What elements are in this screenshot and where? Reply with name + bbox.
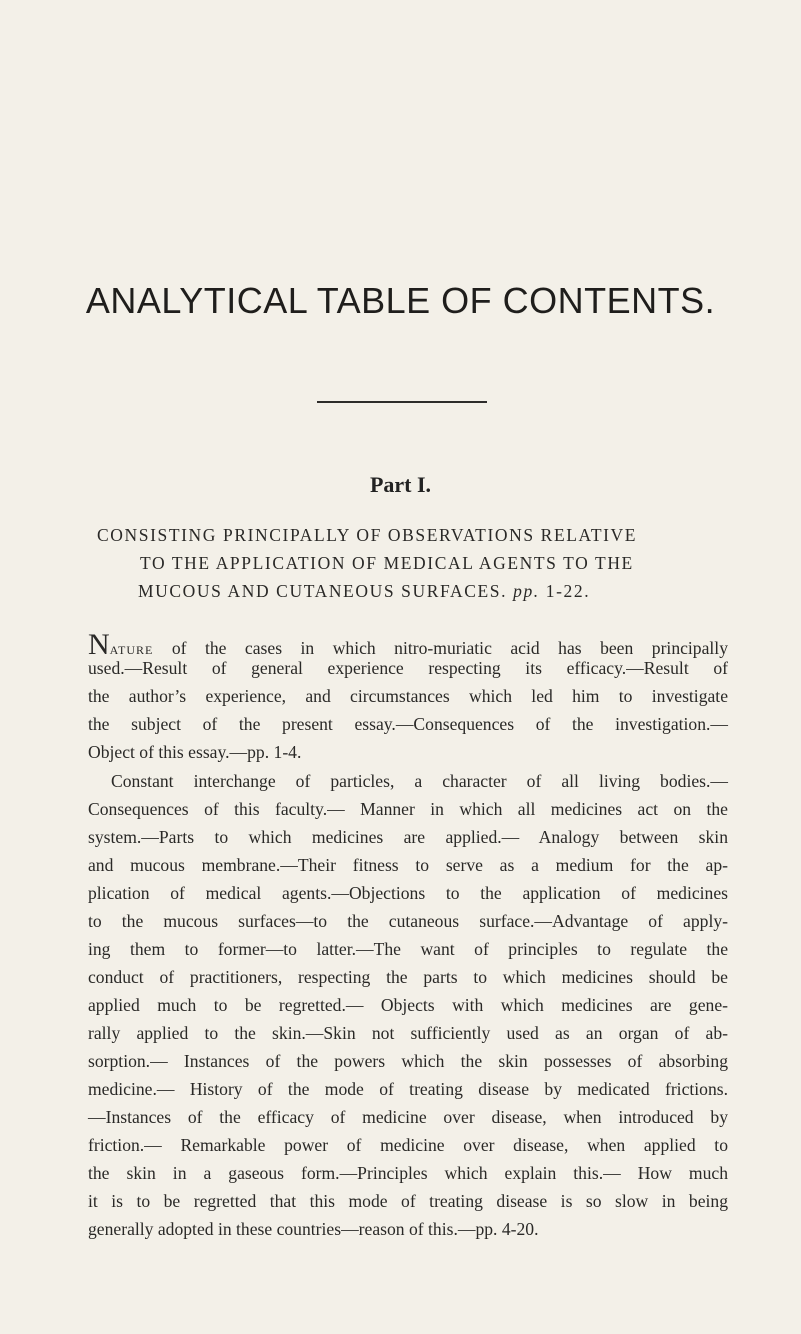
line-text: of the cases in which nitro-muriatic acid has been principally bbox=[153, 638, 728, 658]
paragraph-2-line-16: it is to be regretted that this mode of treating disease is so slow in being bbox=[88, 1191, 728, 1211]
paragraph-2-line-6: to the mucous surfaces—to the cutaneous surface.—Advantage of apply- bbox=[88, 911, 728, 931]
part-heading: Part I. bbox=[369, 472, 432, 497]
paragraph-2-line-2: Consequences of this faculty.— Manner in which all medicines act on the bbox=[88, 799, 728, 819]
small-caps-word: ature bbox=[109, 638, 154, 658]
paragraph-1-line-4: the subject of the present essay.—Consequences of the investigation.— bbox=[88, 714, 728, 734]
paragraph-2-line-9: applied much to be regretted.— Objects with which medicines are gene- bbox=[88, 995, 728, 1015]
title-divider bbox=[317, 401, 487, 403]
paragraph-2-line-7: ing them to former—to latter.—The want of principles to regulate the bbox=[88, 939, 728, 959]
paragraph-2-line-11: sorption.— Instances of the powers which the skin possesses of absorbing bbox=[88, 1051, 728, 1071]
paragraph-1-line-2: used.—Result of general experience respecting its efficacy.—Result of bbox=[88, 658, 728, 678]
paragraph-2-line-3: system.—Parts to which medicines are applied.— Analogy between skin bbox=[88, 827, 728, 847]
part-subtitle-line-1: CONSISTING PRINCIPALLY OF OBSERVATIONS RELATIVE bbox=[97, 525, 638, 545]
paragraph-2-line-12: medicine.— History of the mode of treating disease by medicated frictions. bbox=[88, 1079, 728, 1099]
paragraph-2-line-4: and mucous membrane.—Their fitness to serve as a medium for the ap- bbox=[88, 855, 728, 875]
paragraph-2-line-13: —Instances of the efficacy of medicine over disease, when introduced by bbox=[88, 1107, 728, 1127]
paragraph-2-line-1: Constant interchange of particles, a character of all living bodies.— bbox=[111, 771, 728, 791]
subtitle-pp: pp. bbox=[513, 581, 540, 601]
drop-cap: N bbox=[88, 628, 110, 661]
paragraph-2-line-5: plication of medical agents.—Objections to the application of medicines bbox=[88, 883, 728, 903]
paragraph-1-line-3: the author’s experience, and circumstances which led him to investigate bbox=[88, 686, 728, 706]
subtitle-text: MUCOUS AND CUTANEOUS SURFACES. bbox=[138, 581, 508, 601]
paragraph-1-line-5: Object of this essay.—pp. 1-4. bbox=[88, 742, 302, 762]
paragraph-2-line-8: conduct of practitioners, respecting the parts to which medicines should be bbox=[88, 967, 728, 987]
subtitle-page-range: 1-22. bbox=[545, 581, 591, 601]
paragraph-2-line-10: rally applied to the skin.—Skin not sufficiently used as an organ of ab- bbox=[88, 1023, 728, 1043]
part-subtitle-line-2: TO THE APPLICATION OF MEDICAL AGENTS TO THE bbox=[140, 553, 634, 573]
part-subtitle-line-3 bbox=[138, 581, 778, 602]
paragraph-1-line-1 bbox=[88, 628, 728, 661]
paragraph-2-line-17: generally adopted in these countries—reason of this.—pp. 4-20. bbox=[88, 1219, 539, 1239]
page-title: ANALYTICAL TABLE OF CONTENTS. bbox=[85, 280, 716, 321]
paragraph-2-line-15: the skin in a gaseous form.—Principles which explain this.— How much bbox=[88, 1163, 728, 1183]
paragraph-2-line-14: friction.— Remarkable power of medicine over disease, when applied to bbox=[88, 1135, 728, 1155]
